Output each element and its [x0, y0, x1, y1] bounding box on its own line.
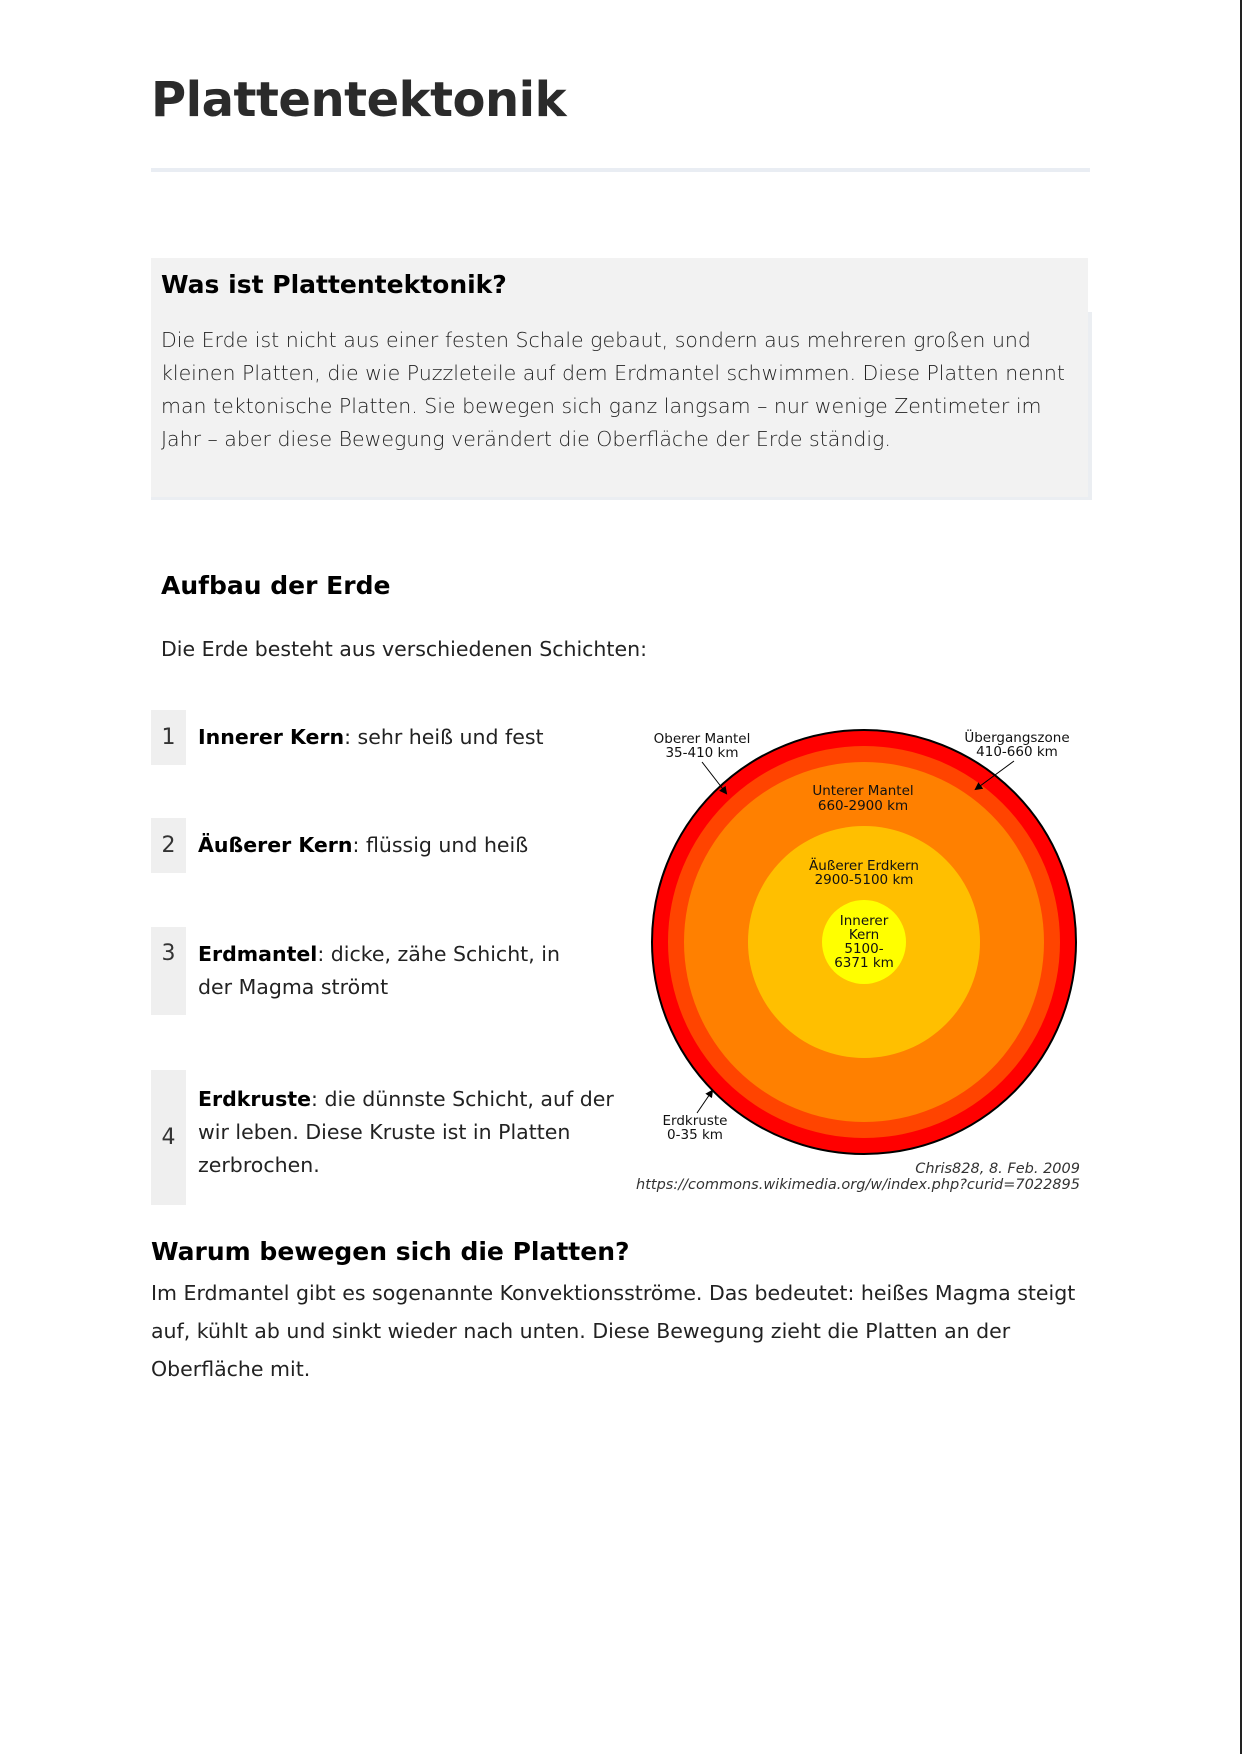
label-inner-core-2: Kern	[848, 927, 880, 943]
credit-link[interactable]: https://commons.wikimedia.org/w/index.php?curid=7022895	[636, 1177, 1080, 1193]
earth-layers-diagram	[640, 710, 1090, 1160]
item-description: : dicke, zähe Schicht, in der Magma strömt	[198, 942, 560, 999]
earth-cross-section	[640, 710, 1090, 1160]
item-text	[198, 721, 618, 754]
label-upper-mantle: Oberer Mantel	[653, 731, 751, 747]
label-transition-zone-range: 410-660 km	[976, 744, 1058, 760]
structure-heading: Aufbau der Erde	[161, 571, 391, 600]
label-lower-mantle: Unterer Mantel	[812, 783, 914, 799]
intro-text: Die Erde ist nicht aus einer festen Schale gebaut, sondern aus mehreren großen und kleinen Platten, die wie Puzzleteile auf dem Erdmantel schwimmen. Diese Platten nennt man tektonische Platten. Sie bewegen sich ganz langsam – nur wenige Zentimeter im Jahr – aber diese Bewegung verändert die Oberfläche der Erde ständig.	[161, 328, 1065, 451]
image-credit	[636, 1161, 1080, 1193]
item-term: Innerer Kern	[198, 725, 345, 749]
label-inner-core-3: 5100-	[844, 941, 884, 957]
arrow-crust	[697, 1091, 712, 1113]
title-divider	[151, 168, 1090, 172]
label-lower-mantle-range: 660-2900 km	[817, 798, 909, 814]
item-number: 1	[151, 710, 186, 765]
label-inner-core-1: Innerer	[839, 913, 889, 929]
item-description: : sehr heiß und fest	[344, 725, 544, 749]
item-text	[198, 1083, 628, 1182]
item-number: 3	[151, 927, 186, 1015]
label-outer-core-range: 2900-5100 km	[814, 872, 914, 888]
item-term: Erdkruste	[198, 1087, 312, 1111]
label-transition-zone: Übergangszone	[964, 730, 1070, 746]
label-outer-core: Äußerer Erdkern	[809, 858, 919, 874]
credit-author: Chris828, 8. Feb. 2009	[915, 1161, 1080, 1177]
label-inner-core-4: 6371 km	[834, 955, 894, 971]
label-crust-range: 0-35 km	[667, 1127, 723, 1143]
item-text	[198, 829, 618, 862]
movement-heading: Warum bewegen sich die Platten?	[151, 1237, 630, 1266]
page-title: Plattentektonik	[151, 72, 567, 128]
label-upper-mantle-range: 35-410 km	[665, 745, 739, 761]
movement-text: Im Erdmantel gibt es sogenannte Konvektionsströme. Das bedeutet: heißes Magma steigt auf, kühlt ab und sinkt wieder nach unten. Diese Bewegung zieht die Platten an der Oberfläche mit.	[151, 1281, 1076, 1381]
structure-intro: Die Erde besteht aus verschiedenen Schichten:	[161, 637, 647, 661]
item-description: : die dünnste Schicht, auf der wir leben. Diese Kruste ist in Platten zerbrochen.	[198, 1087, 614, 1177]
item-description: : flüssig und heiß	[352, 833, 529, 857]
label-crust: Erdkruste	[662, 1113, 728, 1129]
item-text	[198, 938, 578, 1004]
item-number: 2	[151, 818, 186, 873]
item-term: Äußerer Kern	[198, 833, 353, 857]
item-number: 4	[151, 1070, 186, 1205]
intro-heading: Was ist Plattentektonik?	[161, 270, 507, 299]
arrow-upper-mantle	[702, 762, 726, 793]
item-term: Erdmantel	[198, 942, 318, 966]
